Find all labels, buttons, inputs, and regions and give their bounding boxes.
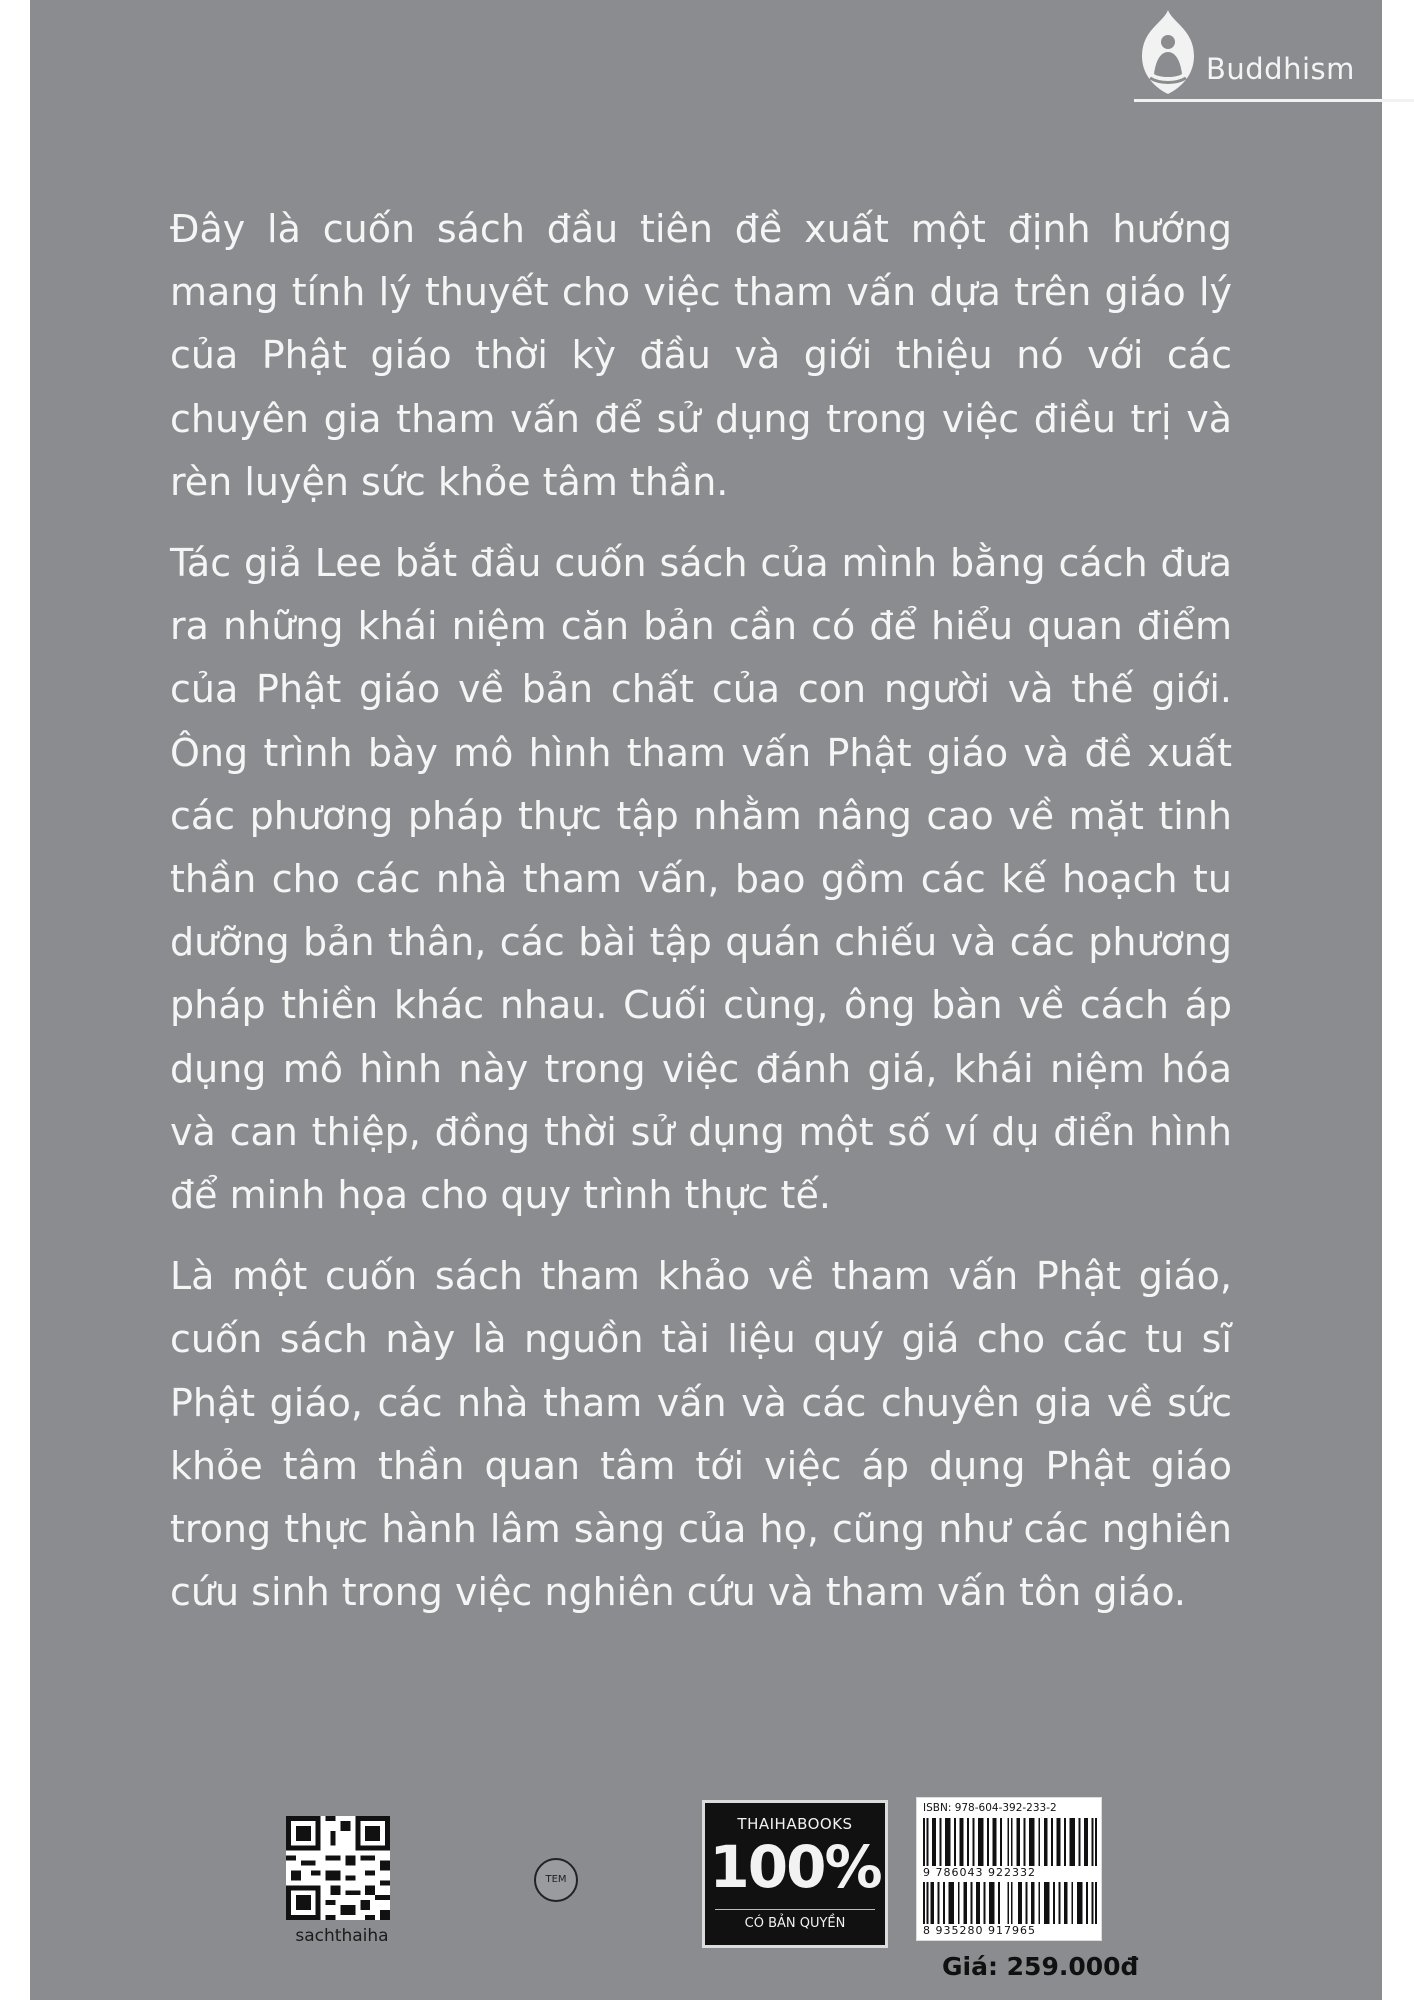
qr-code[interactable] — [286, 1816, 390, 1920]
qr-label: sachthaiha — [295, 1926, 389, 1946]
badge-percent: 100% — [709, 1833, 881, 1901]
description-text — [170, 198, 1232, 1642]
badge-brand: THAIHABOOKS — [737, 1815, 853, 1833]
series-header — [1134, 8, 1414, 100]
description-paragraph-1: Đây là cuốn sách đầu tiên đề xuất một định hướng mang tính lý thuyết cho việc tham vấn dựa trên giáo lý của Phật giáo thời kỳ đầu và giới thiệu nó với các chuyên gia tham vấn để sử dụng trong việc điều trị và rèn luyện sức khỏe tâm thần. — [170, 207, 1232, 504]
ean-barcode — [923, 1882, 1097, 1924]
isbn-barcode — [923, 1818, 1097, 1866]
copyright-badge — [702, 1800, 888, 1948]
isbn-digits: 9 786043 922332 — [923, 1866, 1036, 1879]
header-rule — [1134, 99, 1414, 102]
isbn-text: ISBN: 978-604-392-233-2 — [923, 1802, 1057, 1814]
badge-caption: CÓ BẢN QUYỀN — [715, 1909, 875, 1931]
barcode-box — [916, 1797, 1102, 1941]
ean-digits: 8 935280 917965 — [923, 1924, 1036, 1937]
tem-stamp: TEM — [534, 1858, 578, 1902]
description-paragraph-3: Là một cuốn sách tham khảo về tham vấn Phật giáo, cuốn sách này là nguồn tài liệu quý giá cho các tu sĩ Phật giáo, các nhà tham vấn và các chuyên gia về sức khỏe tâm thần quan tâm tới việc áp dụng Phật giáo trong thực hành lâm sàng của họ, cũng như các nghiên cứu sinh trong việc nghiên cứu và tham vấn tôn giáo. — [170, 1254, 1232, 1615]
bodhi-leaf-buddha-icon — [1136, 8, 1200, 96]
description-paragraph-2: Tác giả Lee bắt đầu cuốn sách của mình bằng cách đưa ra những khái niệm căn bản cần có để hiểu quan điểm của Phật giáo về bản chất của con người và thế giới. Ông trình bày mô hình tham vấn Phật giáo và đề xuất các phương pháp thực tập nhằm nâng cao về mặt tinh thần cho các nhà tham vấn, bao gồm các kế hoạch tu dưỡng bản thân, các bài tập quán chiếu và các phương pháp thiền khác nhau. Cuối cùng, ông bàn về cách áp dụng mô hình này trong việc đánh giá, khái niệm hóa và can thiệp, đồng thời sử dụng một số ví dụ điển hình để minh họa cho quy trình thực tế. — [170, 541, 1232, 1218]
price-label: Giá: 259.000đ — [942, 1952, 1139, 1981]
series-label: Buddhism — [1206, 52, 1355, 86]
